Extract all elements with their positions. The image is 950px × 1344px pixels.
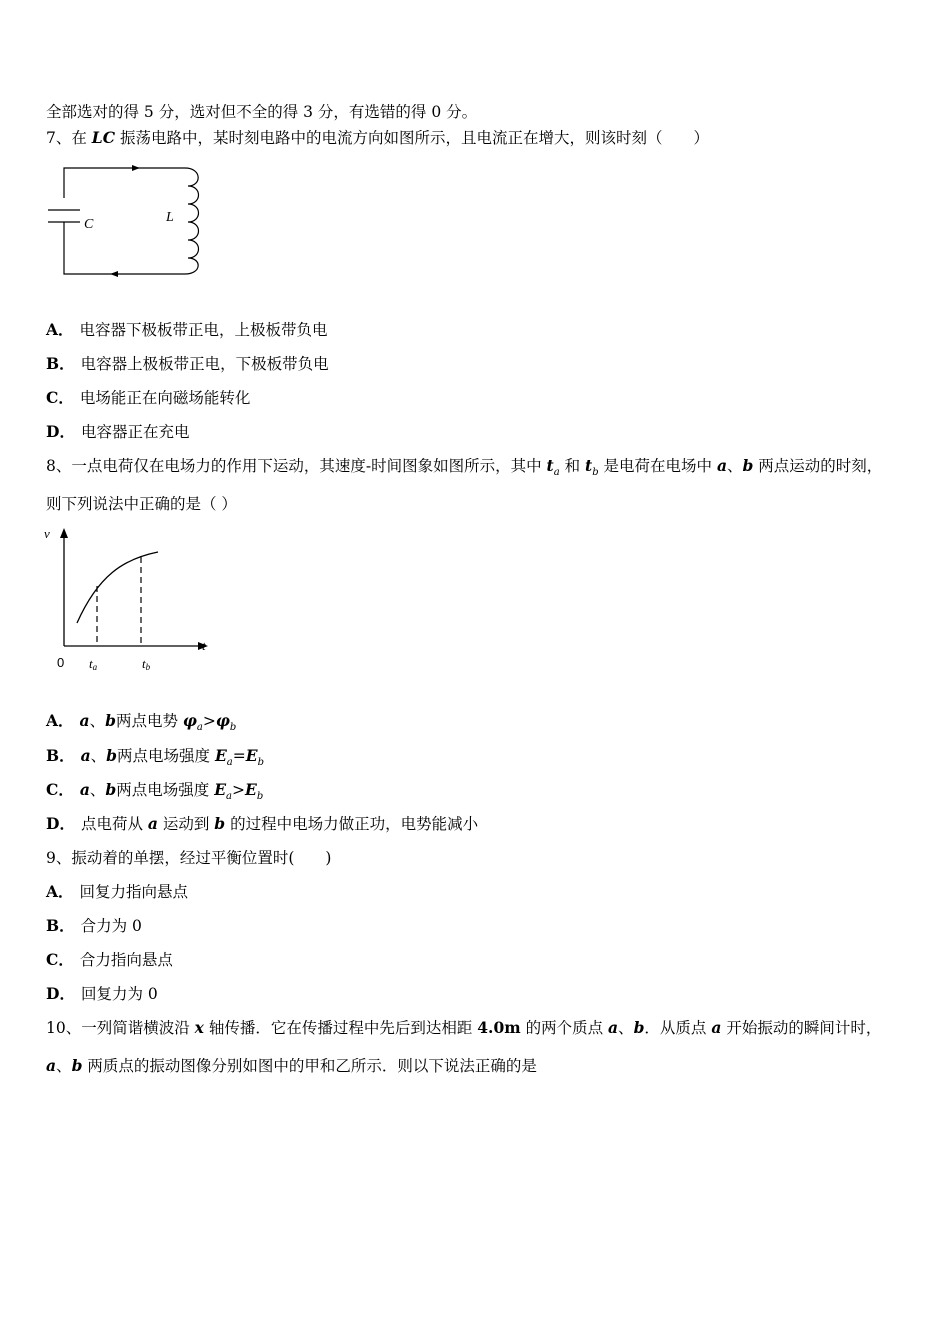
q8-text: 是电荷在电场中 (598, 457, 717, 475)
q9-option-a[interactable] (46, 882, 188, 902)
q8-option-a[interactable] (46, 711, 236, 738)
capacitor-label: C (84, 217, 94, 232)
q10-text: 10、一列简谐横波沿 (46, 1019, 195, 1037)
v-axis-label: v (44, 526, 50, 541)
var-a: a (80, 746, 91, 765)
q10-sep: 、 (56, 1057, 72, 1075)
q9-option-b[interactable] (46, 916, 142, 936)
var-b: b (214, 814, 226, 833)
option-letter: B． (46, 916, 75, 935)
q7-option-b[interactable] (46, 354, 329, 374)
q7-prefix: 7、在 (46, 129, 92, 147)
option-text: 合力为 0 (80, 917, 142, 935)
q10-b: b (71, 1056, 83, 1075)
option-text: 电容器下极板带正电，上极板带负电 (79, 321, 328, 339)
sep: 、 (89, 781, 106, 799)
q10-text: ．从质点 (644, 1019, 712, 1037)
q10-stem-line2 (46, 1056, 537, 1076)
q8-tb-sub: b (592, 467, 599, 479)
tb-tick-label: tb (142, 656, 151, 672)
option-letter: C． (46, 388, 74, 407)
option-text: 电容器上极板带正电，下极板带负电 (80, 355, 329, 373)
option-letter: C． (46, 780, 74, 799)
q9-option-c[interactable] (46, 950, 173, 970)
q9-option-d[interactable] (46, 984, 158, 1004)
q8-sep: 、 (727, 457, 743, 475)
lc-circuit-diagram (40, 158, 210, 283)
q8-text: 8、一点电荷仅在电场力的作用下运动，其速度-时间图象如图所示，其中 (46, 457, 547, 475)
var-a: a (147, 814, 158, 833)
option-text: 的过程中电场力做正功，电势能减小 (225, 815, 479, 833)
var-a: a (79, 711, 90, 730)
v-axis-arrow (60, 528, 68, 538)
q8-option-c[interactable] (46, 780, 263, 807)
e-a: E (214, 746, 227, 765)
relation: > (202, 712, 216, 730)
option-text: 电场能正在向磁场能转化 (79, 389, 251, 407)
q8-b: b (742, 456, 754, 475)
q7-option-d[interactable] (46, 422, 189, 442)
q10-text: 的两个质点 (520, 1019, 608, 1037)
phi-b: φ (215, 711, 230, 730)
q7-stem (46, 128, 709, 148)
q7-lc: LC (91, 128, 116, 147)
sub-b: b (229, 722, 237, 734)
velocity-time-graph (38, 524, 218, 679)
e-b: E (244, 780, 257, 799)
q10-b: b (633, 1018, 645, 1037)
sep: 、 (89, 712, 106, 730)
q8-text: 和 (559, 457, 586, 475)
inductor-label: L (166, 210, 174, 225)
option-text: 点电荷从 (80, 815, 148, 833)
q10-x: x (194, 1018, 204, 1037)
q10-a: a (608, 1018, 619, 1037)
intro-text: 全部选对的得 5 分，选对但不全的得 3 分，有选错的得 0 分。 (46, 103, 478, 121)
var-b: b (105, 711, 116, 730)
sub-b: b (256, 791, 264, 803)
q7-rest: 振荡电路中，某时刻电路中的电流方向如图所示，且电流正在增大，则该时刻（ ） (115, 129, 709, 147)
q10-a: a (711, 1018, 722, 1037)
var-b: b (105, 780, 117, 799)
option-text: 合力指向悬点 (79, 951, 173, 969)
option-text: 两点电势 (115, 712, 183, 730)
origin-label: 0 (57, 655, 65, 670)
option-letter: B． (46, 746, 75, 765)
option-letter: B． (46, 354, 75, 373)
option-letter: D． (46, 984, 75, 1003)
q10-sep: 、 (618, 1019, 634, 1037)
e-a: E (214, 780, 227, 799)
phi-a: φ (182, 711, 197, 730)
q8-a: a (716, 456, 728, 475)
sub-a: a (226, 757, 233, 769)
q8-tb: t (585, 456, 593, 475)
q10-stem-line1 (46, 1018, 881, 1038)
q8-stem-line1 (46, 456, 882, 483)
ta-tick-label: ta (89, 656, 98, 672)
t-axis-label: t (202, 638, 206, 653)
option-letter: C． (46, 950, 74, 969)
sub-a: a (196, 722, 203, 734)
option-text: 回复力为 0 (80, 985, 158, 1003)
var-a: a (79, 780, 90, 799)
relation: > (231, 781, 245, 799)
q8-stem-line2: 则下列说法中正确的是（ ） (46, 495, 237, 513)
option-letter: A． (46, 320, 74, 339)
q10-text: 开始振动的瞬间计时， (721, 1019, 882, 1037)
option-letter: A． (46, 711, 74, 730)
q7-option-c[interactable] (46, 388, 250, 408)
option-text: 回复力指向悬点 (79, 883, 189, 901)
sep: 、 (90, 747, 107, 765)
q7-option-a[interactable] (46, 320, 328, 340)
q8-option-d[interactable] (46, 814, 478, 834)
var-b: b (106, 746, 118, 765)
q10-a: a (46, 1056, 57, 1075)
q9-stem: 9、振动着的单摆，经过平衡位置时( ) (46, 849, 332, 867)
q8-option-b[interactable] (46, 746, 264, 773)
q8-ta: t (546, 456, 554, 475)
q8-ta-sub: a (553, 467, 560, 479)
option-letter: A． (46, 882, 74, 901)
q10-text: 两质点的振动图像分别如图中的甲和乙所示．则以下说法正确的是 (82, 1057, 537, 1075)
sub-a: a (226, 791, 232, 803)
option-text: 运动到 (157, 815, 215, 833)
option-text: 两点电场强度 (116, 781, 215, 799)
q10-distance: 4.0m (477, 1018, 521, 1037)
current-arrow-top (132, 165, 140, 171)
e-b: E (245, 746, 258, 765)
q10-text: 轴传播．它在传播过程中先后到达相距 (203, 1019, 478, 1037)
relation: = (232, 747, 246, 765)
option-letter: D． (46, 422, 75, 441)
current-arrow-bottom (110, 271, 118, 277)
option-text: 两点电场强度 (117, 747, 215, 765)
option-letter: D． (46, 814, 75, 833)
q8-text: 两点运动的时刻， (753, 457, 883, 475)
option-text: 电容器正在充电 (80, 423, 190, 441)
sub-b: b (257, 757, 264, 769)
